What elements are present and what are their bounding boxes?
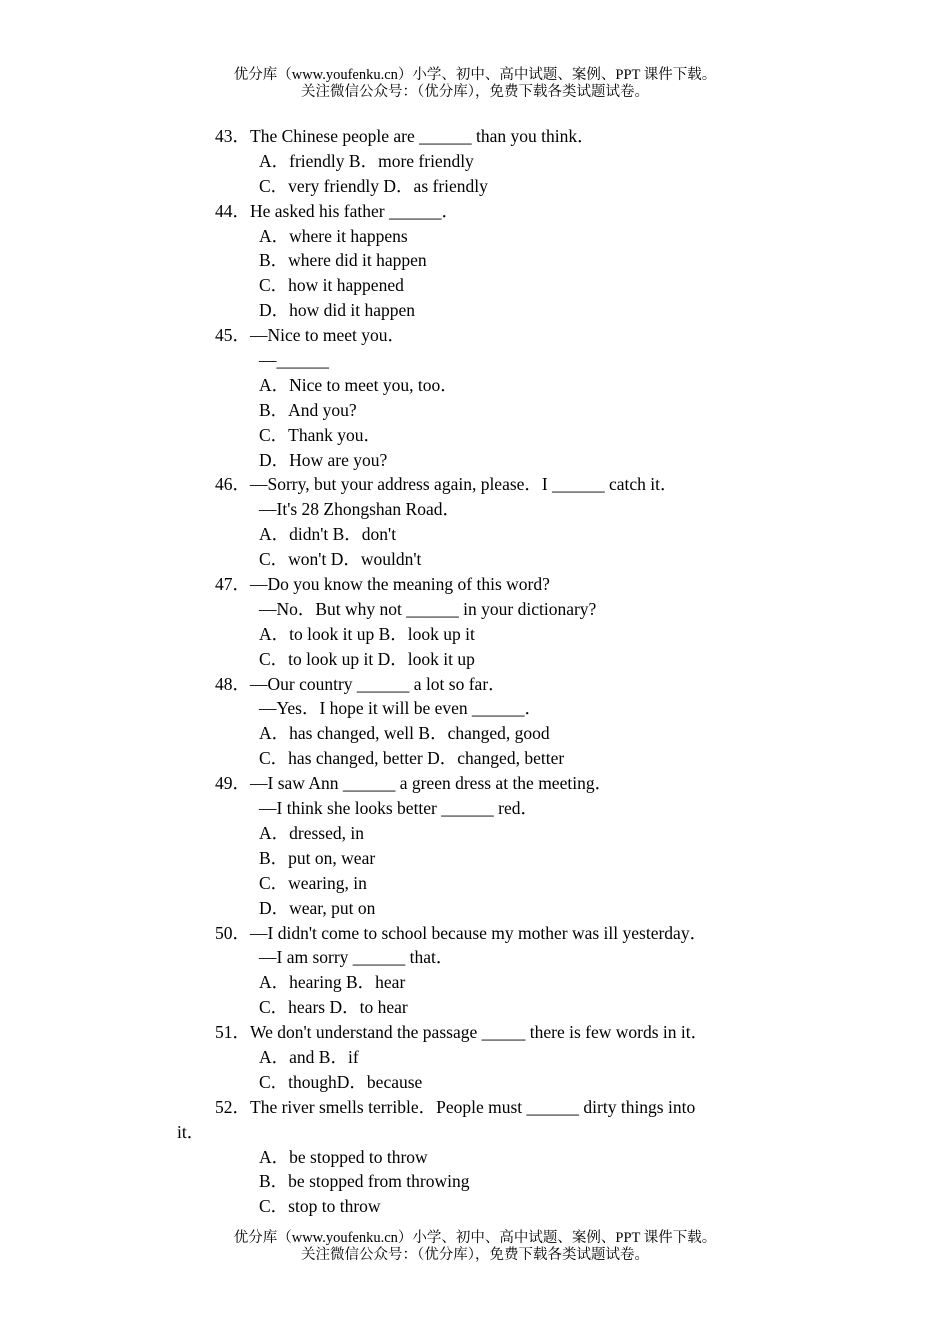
option-44-b: B．where did it happen <box>259 250 427 271</box>
options-46-cd: C．won't D．wouldn't <box>259 549 422 570</box>
options-43-ab: A．friendly B．more friendly <box>259 150 474 171</box>
option-44-d: D．how did it happen <box>259 300 416 321</box>
question-50: 50．—I didn't come to school because my mother was ill yesterday． <box>215 922 708 943</box>
option-52-c: C．stop to throw <box>259 1196 381 1217</box>
question-51: 51．We don't understand the passage _____ there is few words in it． <box>215 1022 709 1043</box>
options-48-cd: C．has changed, better D．changed, better <box>259 748 565 769</box>
question-45-reply: —______ <box>259 350 329 371</box>
option-49-a: A．dressed, in <box>259 822 364 843</box>
option-45-b: B．And you? <box>259 399 357 420</box>
option-44-c: C．how it happened <box>259 275 404 296</box>
option-49-b: B．put on, wear <box>259 847 376 868</box>
question-47-reply: —No．But why not ______ in your dictionary? <box>259 598 597 619</box>
options-48-ab: A．has changed, well B．changed, good <box>259 723 550 744</box>
option-52-a: A．be stopped to throw <box>259 1146 428 1167</box>
question-45: 45．—Nice to meet you． <box>215 325 406 346</box>
options-51-ab: A．and B．if <box>259 1046 359 1067</box>
options-50-ab: A．hearing B．hear <box>259 972 406 993</box>
page-footer <box>0 1230 950 1264</box>
question-48-reply: —Yes．I hope it will be even ______． <box>259 698 543 719</box>
question-49: 49．—I saw Ann ______ a green dress at the meeting． <box>215 773 613 794</box>
question-43: 43．The Chinese people are ______ than you think． <box>215 126 595 146</box>
footer-line-2: 关注微信公众号：（优分库），免费下载各类试题试卷。 <box>301 1247 649 1263</box>
question-52: 52．The river smells terrible．People must ______ dirty things into <box>215 1096 696 1117</box>
question-50-reply: —I am sorry ______ that． <box>259 947 454 968</box>
footer-line-1: 优分库（www.youfenku.cn）小学、初中、高中试题、案例、PPT 课件下载。 <box>233 1230 717 1246</box>
options-51-cd: C．thoughD．because <box>259 1071 423 1092</box>
option-44-a: A．where it happens <box>259 225 408 246</box>
option-45-a: A．Nice to meet you, too． <box>259 374 458 395</box>
question-list <box>0 124 950 1219</box>
options-50-cd: C．hears D．to hear <box>259 997 408 1018</box>
question-46-reply: —It's 28 Zhongshan Road． <box>259 499 460 520</box>
header-line-1: 优分库（www.youfenku.cn）小学、初中、高中试题、案例、PPT 课件下载。 <box>233 67 717 83</box>
option-45-d: D．How are you? <box>259 449 388 470</box>
question-49-reply: —I think she looks better ______ red． <box>259 798 538 819</box>
question-44: 44．He asked his father ______． <box>215 200 459 221</box>
question-47: 47．—Do you know the meaning of this word? <box>215 574 550 595</box>
option-52-b: B．be stopped from throwing <box>259 1171 470 1192</box>
options-47-ab: A．to look it up B．look up it <box>259 623 475 644</box>
options-47-cd: C．to look up it D．look it up <box>259 648 475 669</box>
question-48: 48．—Our country ______ a lot so far． <box>215 673 506 694</box>
options-46-ab: A．didn't B．don't <box>259 524 397 545</box>
option-49-d: D．wear, put on <box>259 897 376 918</box>
header-line-2: 关注微信公众号：（优分库），免费下载各类试题试卷。 <box>301 84 649 100</box>
option-45-c: C．Thank you． <box>259 424 382 445</box>
options-43-cd: C．very friendly D．as friendly <box>259 175 488 196</box>
question-46: 46．—Sorry, but your address again, please．I ______ catch it． <box>215 474 678 495</box>
page-header <box>0 67 950 101</box>
question-52-continuation: it． <box>177 1121 205 1142</box>
option-49-c: C．wearing, in <box>259 872 367 893</box>
